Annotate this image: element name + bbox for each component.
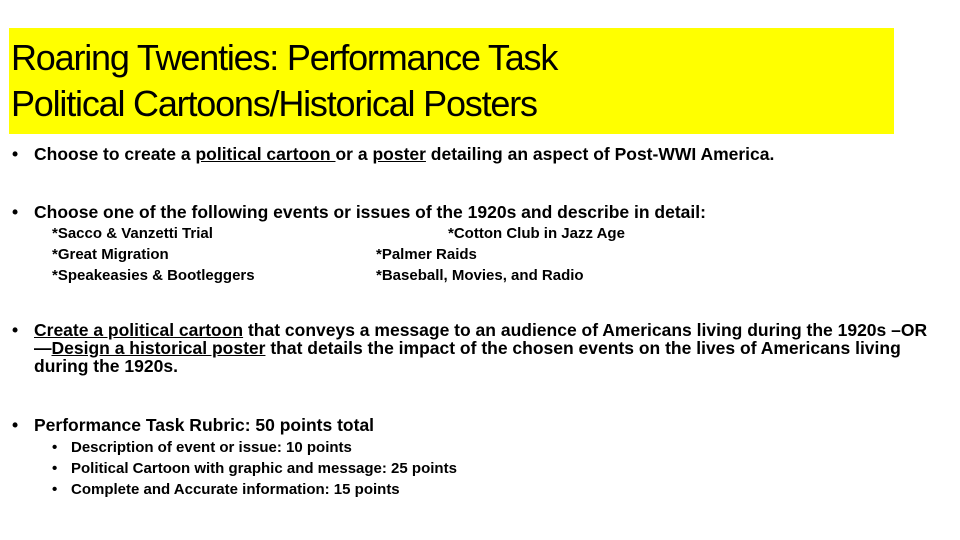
create-cartoon-term: Create a political cartoon <box>34 320 244 340</box>
topic-item: *Palmer Raids <box>376 246 477 263</box>
rubric-item-text: Description of event or issue: 10 points <box>71 439 352 456</box>
political-cartoon-term: political cartoon <box>195 144 336 164</box>
poster-term: poster <box>372 144 426 164</box>
bullet-dot: • <box>12 202 19 222</box>
bullet-task-text-1: that conveys a message to an audience of Americans living during the 1920s –OR— <box>34 320 928 358</box>
topic-item: *Speakeasies & Bootleggers <box>52 267 255 284</box>
bullet-task <box>12 320 934 376</box>
bullet-dot: • <box>12 415 19 435</box>
bullet-create-text <box>34 144 774 165</box>
bullet-choose-text: Choose one of the following events or issues of the 1920s and describe in detail: <box>34 202 706 222</box>
rubric-item-text: Political Cartoon with graphic and message: 25 points <box>71 460 457 477</box>
bullet-dot: • <box>52 481 58 498</box>
bullet-create-post: detailing an aspect of Post-WWI America. <box>425 144 775 164</box>
bullet-task-text-2: that details the impact of the chosen events on the lives of Americans living during the 1920s. <box>34 338 901 376</box>
bullet-dot: • <box>52 439 58 456</box>
bullet-create-pre: Choose to create a <box>34 144 196 164</box>
bullet-create-mid: or a <box>335 144 373 164</box>
topic-item: *Sacco & Vanzetti Trial <box>52 225 213 242</box>
title-banner <box>9 28 894 134</box>
design-poster-term: Design a historical poster <box>51 338 266 358</box>
title-line-2: Political Cartoons/Historical Posters <box>11 83 537 124</box>
rubric-heading: Performance Task Rubric: 50 points total <box>34 415 375 435</box>
bullet-dot: • <box>12 320 19 340</box>
bullet-dot: • <box>12 144 19 164</box>
rubric-item-text: Complete and Accurate information: 15 points <box>71 481 400 498</box>
topic-item: *Great Migration <box>52 246 169 263</box>
topic-item: *Baseball, Movies, and Radio <box>376 267 584 284</box>
title-line-1: Roaring Twenties: Performance Task <box>11 37 558 78</box>
bullet-dot: • <box>52 460 58 477</box>
topic-item: *Cotton Club in Jazz Age <box>448 225 625 242</box>
